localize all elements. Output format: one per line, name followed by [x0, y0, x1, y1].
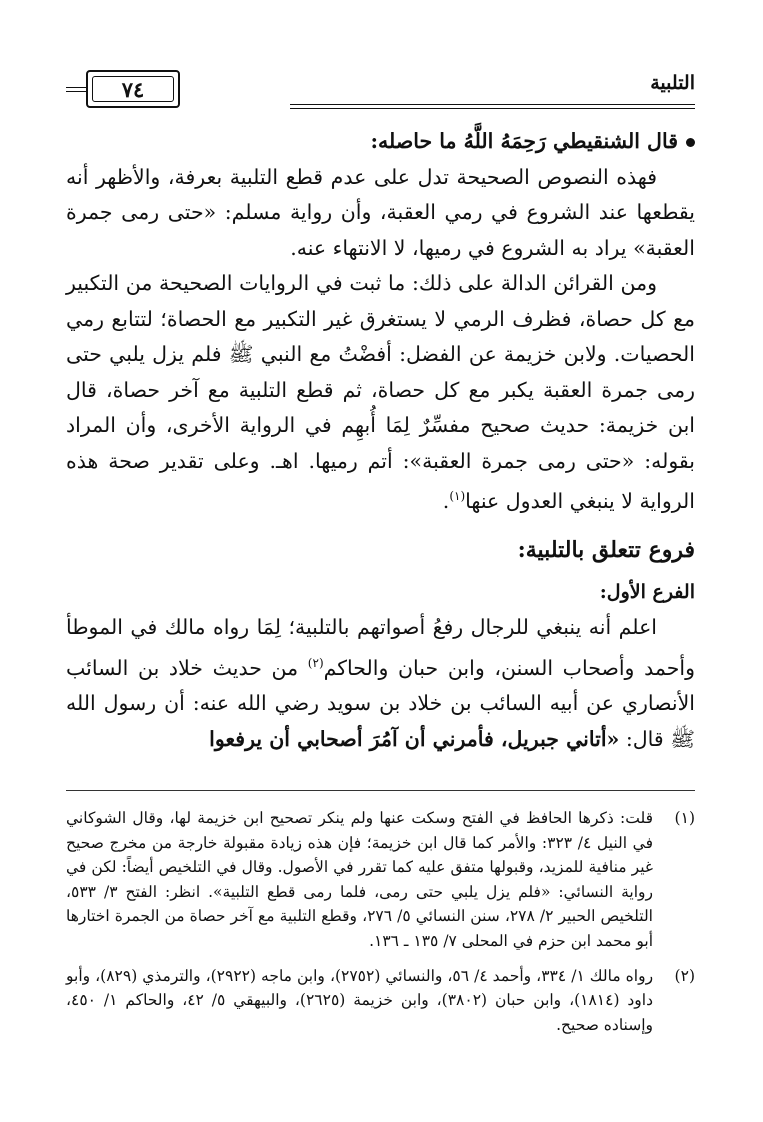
- footnote-ref: (١): [449, 489, 466, 503]
- footnote-ref: (٢): [307, 655, 324, 670]
- page-header: [0, 70, 763, 114]
- page-number-box: [86, 70, 180, 108]
- subsection-heading: الفرع الأول:: [599, 580, 695, 603]
- paragraph-text: اعلم أنه ينبغي للرجال رفعُ أصواتهم بالتلبية؛ لِمَا رواه مالك في الموطأ وأحمد وأصحاب السنن، وابن حبان والحاكم: [66, 615, 695, 680]
- footnote-separator: [66, 790, 695, 791]
- footnote-number: (٢): [674, 966, 695, 985]
- paragraph: فهذه النصوص الصحيحة تدل على عدم قطع التلبية بعرفة، والأظهر أنه يقطعها عند الشروع في رمي العقبة، وأن رواية مسلم: «حتى رمى جمرة العقبة» يراد به الشروع في رميها، لا الانتهاء عنه.: [66, 164, 695, 260]
- header-rule: [290, 108, 695, 109]
- paragraph-text: من حديث خلاد بن السائب الأنصاري عن أبيه السائب بن خلاد بن سويد رضي الله عنه: أن رسول الله ﷺ قال:: [66, 655, 695, 751]
- header-rule: [290, 104, 695, 105]
- footnotes: [66, 806, 695, 1047]
- footnote: [66, 806, 695, 954]
- hadith-quote: «أتاني جبريل، فأمرني أن آمُرَ أصحابي أن يرفعوا: [209, 726, 620, 751]
- header-rule: [66, 91, 86, 92]
- footnote-text: رواه مالك ١/ ٣٣٤، وأحمد ٤/ ٥٦، والنسائي (٢٧٥٢)، وابن ماجه (٢٩٢٢)، والترمذي (٨٢٩)، وأبو داود (١٨١٤)، وابن حبان (٣٨٠٢)، وابن خزيمة (٢٦٢٥)، والبيهقي ٥/ ٤٢، والحاكم ١/ ٤٥٠، وإسناده صحيح.: [66, 966, 654, 1034]
- main-text: [66, 124, 695, 757]
- footnote-text: قلت: ذكرها الحافظ في الفتح وسكت عنها ولم ينكر تصحيح ابن خزيمة لها، وقال الشوكاني في النيل ٤/ ٣٢٣: والأمر كما قال ابن خزيمة؛ فإن هذه زيادة مقبولة خارجة من مخرج صحيح غير منافية للمزيد، وقبولها متفق عليه كما تقرر في الأصول. وقال في التلخيص أيضاً: لكن في رواية النسائي: «فلم يزل يلبي حتى رمى، فلما رمى قطع التلبية». انظر: الفتح ٣/ ٥٣٣، التلخيص الحبير ٢/ ٢٧٨، سنن النسائي ٥/ ٢٧٦، وقطع التلبية مع آخر حصاة من الجمرة اختارها أبو محمد ابن حزم في المحلى ٧/ ١٣٥ ـ ١٣٦.: [66, 809, 653, 950]
- quote-heading: [66, 124, 695, 160]
- quote-heading-text: قال الشنقيطي رَحِمَهُ اللَّهُ ما حاصله:: [370, 129, 678, 153]
- footnote-number: (١): [674, 809, 695, 827]
- running-title: التلبية: [650, 72, 695, 94]
- header-rule: [66, 87, 86, 88]
- paragraph-text: ومن القرائن الدالة على ذلك: ما ثبت في الروايات الصحيحة من التكبير مع كل حصاة، فظرف الرمي لا يستغرق غير التكبير مع الحصاة؛ لتتابع رمي الحصيات. ولابن خزيمة عن الفضل: أفضْتُ مع النبي ﷺ فلم يزل يلبي حتى رمى جمرة العقبة يكبر مع كل حصاة، ثم قطع التلبية مع آخر حصاة، قال ابن خزيمة: حديث صحيح مفسِّرٌ لِمَا أُبهِم في الرواية الأخرى، وأن المراد بقوله: «حتى رمى جمرة العقبة»: أتم رميها. اهـ. وعلى تقدير صحة هذه الرواية لا ينبغي العدول عنها: [66, 271, 695, 513]
- footnote: [66, 964, 695, 1038]
- section-heading: فروع تتعلق بالتلبية:: [517, 537, 695, 564]
- paragraph: [66, 610, 695, 757]
- page-number: ٧٤: [92, 76, 174, 102]
- paragraph: [66, 266, 695, 519]
- paragraph-end: .: [442, 488, 450, 513]
- bullet-icon: [686, 138, 695, 147]
